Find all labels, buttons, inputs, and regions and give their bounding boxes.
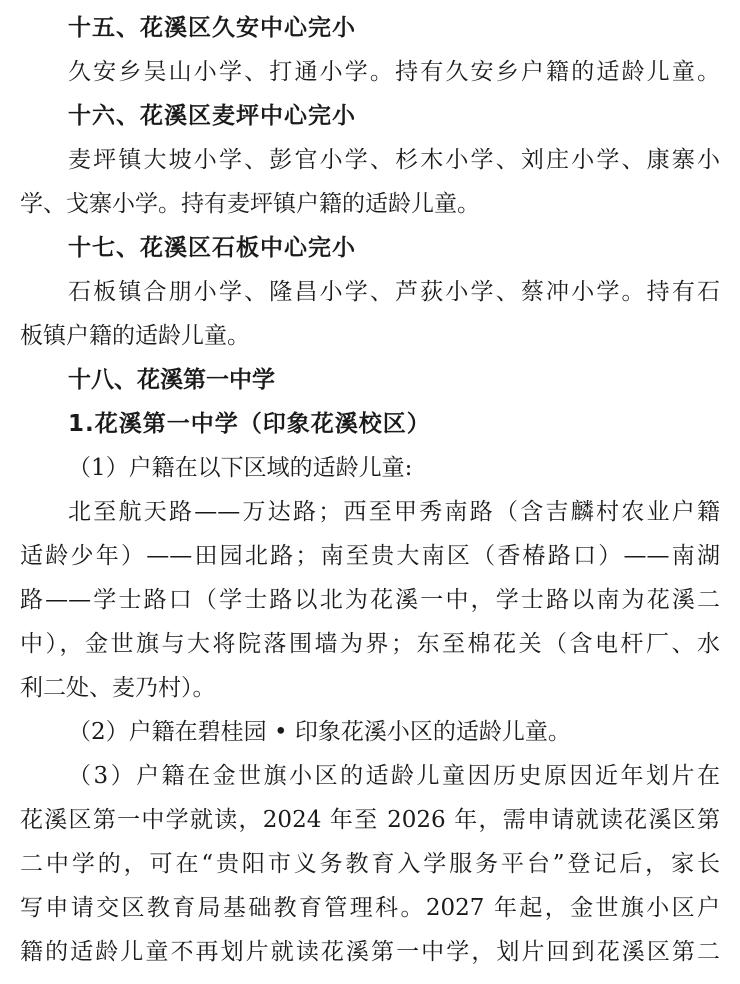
section-heading-15: 十五、花溪区久安中心完小 (68, 15, 356, 41)
paragraph-line: 利二处、麦乃村）。 (20, 675, 216, 701)
section-heading-18: 十八、花溪第一中学 (68, 367, 275, 393)
paragraph-line: 二中学的，可在“贵阳市义务教育入学服务平台”登记后，家长 (20, 851, 720, 877)
section-heading-16: 十六、花溪区麦坪中心完小 (68, 103, 356, 129)
list-item-1: （1）户籍在以下区域的适龄儿童: (68, 455, 413, 481)
paragraph-line: 北至航天路——万达路；西至甲秀南路（含吉麟村农业户籍 (68, 499, 720, 525)
paragraph-line: 板镇户籍的适龄儿童。 (20, 323, 250, 349)
paragraph-line: 石板镇合朋小学、隆昌小学、芦荻小学、蔡冲小学。持有石 (68, 279, 720, 305)
list-item-3: （3）户籍在金世旗小区的适龄儿童因历史原因近年划片在 (68, 763, 720, 789)
paragraph-line: 花溪区第一中学就读，2024 年至 2026 年，需申请就读花溪区第 (20, 807, 720, 833)
paragraph-line: 适龄少年）——田园北路；南至贵大南区（香椿路口）——南湖 (20, 543, 720, 569)
subsection-heading: 1.花溪第一中学（印象花溪校区） (68, 411, 431, 437)
paragraph-line: 籍的适龄儿童不再划片就读花溪第一中学，划片回到花溪区第二 (20, 939, 720, 965)
paragraph-line: 路——学士路口（学士路以北为花溪一中，学士路以南为花溪二 (20, 587, 720, 613)
section-heading-17: 十七、花溪区石板中心完小 (68, 235, 356, 261)
paragraph-line: 学、戈寨小学。持有麦坪镇户籍的适龄儿童。 (20, 191, 480, 217)
paragraph-line: 久安乡吴山小学、打通小学。持有久安乡户籍的适龄儿童。 (68, 59, 720, 85)
list-item-2: （2）户籍在碧桂园 • 印象花溪小区的适龄儿童。 (68, 719, 571, 745)
paragraph-line: 写申请交区教育局基础教育管理科。2027 年起，金世旗小区户 (20, 895, 720, 921)
paragraph-line: 中），金世旗与大将院落围墙为界；东至棉花关（含电杆厂、水 (20, 631, 720, 657)
paragraph-line: 麦坪镇大坡小学、彭官小学、杉木小学、刘庄小学、康寨小 (68, 147, 720, 173)
